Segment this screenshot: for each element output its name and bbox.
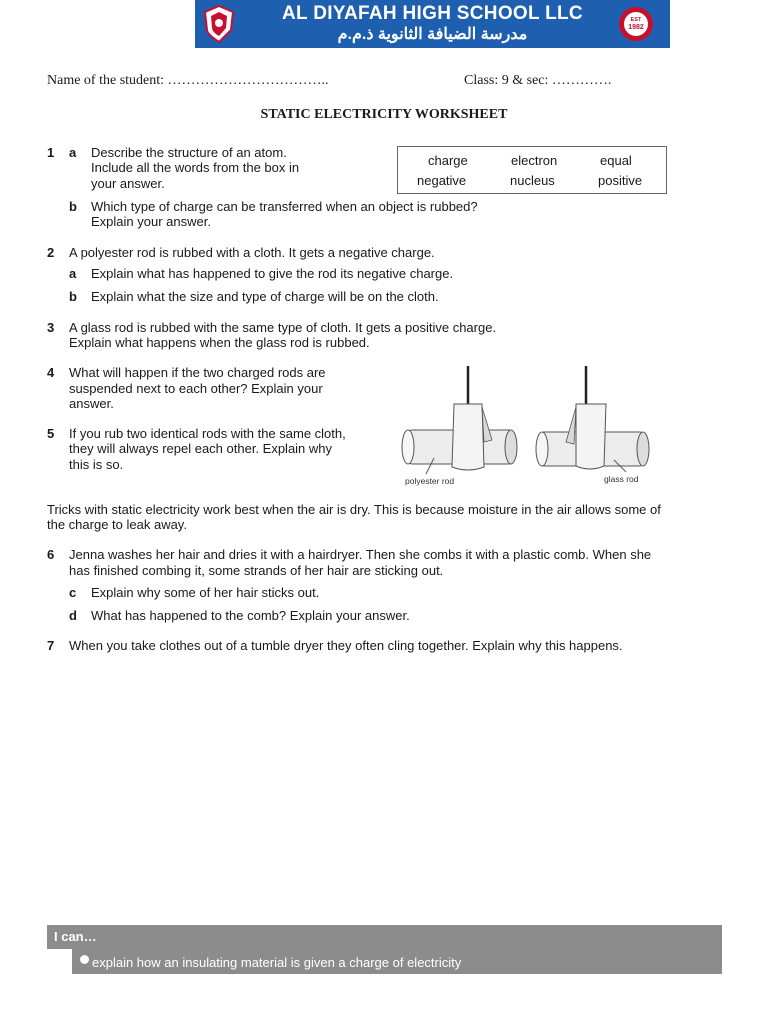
question-number: 1 <box>47 145 55 160</box>
word-box-item: positive <box>598 173 643 188</box>
q1a-line-3: your answer. <box>91 176 165 191</box>
word-box <box>397 146 667 194</box>
part-label: c <box>69 585 77 600</box>
q1b-line-1: Which type of charge can be transferred when an object is rubbed? <box>91 199 478 214</box>
q6-line-2: has finished combing it, some strands of her hair are sticking out. <box>69 563 444 578</box>
q2b-text: Explain what the size and type of charge will be on the cloth. <box>91 289 439 304</box>
q3-line-1: A glass rod is rubbed with the same type of cloth. It gets a positive charge. <box>69 320 497 335</box>
q6d-text: What has happened to the comb? Explain your answer. <box>91 608 410 623</box>
student-name-line: Name of the student: …………………………….. <box>47 73 329 88</box>
q4-line-3: answer. <box>69 396 114 411</box>
word-box-item: negative <box>417 173 467 188</box>
tricks-line-2: the charge to leak away. <box>47 517 187 532</box>
i-can-heading: I can… <box>54 929 97 944</box>
question-number: 4 <box>47 365 55 380</box>
q2a-text: Explain what has happened to give the rod its negative charge. <box>91 266 454 281</box>
school-name-english: AL DIYAFAH HIGH SCHOOL LLC <box>282 3 583 24</box>
q5-line-1: If you rub two identical rods with the same cloth, <box>69 426 346 441</box>
est-seal-icon <box>616 5 656 43</box>
q3-line-2: Explain what happens when the glass rod is rubbed. <box>69 335 370 350</box>
q5-line-3: this is so. <box>69 457 124 472</box>
word-box-item: electron <box>511 153 558 168</box>
q1a-line-1: Describe the structure of an atom. <box>91 145 287 160</box>
q1a-line-2: Include all the words from the box in <box>91 160 300 175</box>
q4-line-1: What will happen if the two charged rods are <box>69 365 326 380</box>
i-can-item-text: explain how an insulating material is given a charge of electricity <box>92 955 462 970</box>
polyester-rod-drawing <box>402 366 517 486</box>
glass-rod-label: glass rod <box>604 474 639 484</box>
question-number: 7 <box>47 638 55 653</box>
est-label: EST <box>630 17 642 23</box>
tricks-line-1: Tricks with static electricity work best when the air is dry. This is because moisture in the air allows some of <box>47 502 661 517</box>
part-label: a <box>69 266 77 281</box>
polyester-rod-label: polyester rod <box>405 476 455 486</box>
question-number: 3 <box>47 320 55 335</box>
est-year: 1982 <box>628 24 644 31</box>
q1b-line-2: Explain your answer. <box>91 214 211 229</box>
charged-rods-diagram <box>400 362 652 490</box>
question-number: 6 <box>47 547 55 562</box>
class-line: Class: 9 & sec: …………. <box>464 73 612 88</box>
glass-rod-drawing <box>536 366 649 484</box>
i-can-item <box>72 949 722 974</box>
part-label: b <box>69 199 77 214</box>
i-can-heading-bar <box>47 925 722 949</box>
bullet-icon <box>80 955 89 964</box>
question-number: 2 <box>47 245 55 260</box>
q5-line-2: they will always repel each other. Explain why <box>69 441 333 456</box>
word-box-item: charge <box>428 153 468 168</box>
part-label: d <box>69 608 77 623</box>
school-banner <box>195 0 670 48</box>
q2-text: A polyester rod is rubbed with a cloth. It gets a negative charge. <box>69 245 435 260</box>
part-label: b <box>69 289 77 304</box>
worksheet-title: STATIC ELECTRICITY WORKSHEET <box>260 107 508 122</box>
q6c-text: Explain why some of her hair sticks out. <box>91 585 320 600</box>
word-box-item: nucleus <box>510 173 555 188</box>
word-box-item: equal <box>600 153 632 168</box>
school-name-arabic: مدرسة الضيافة الثانوية ذ.م.م <box>337 26 528 43</box>
q7-text: When you take clothes out of a tumble dryer they often cling together. Explain why this happens. <box>69 638 623 653</box>
q6-line-1: Jenna washes her hair and dries it with a hairdryer. Then she combs it with a plastic comb. When she <box>69 547 652 562</box>
question-number: 5 <box>47 426 55 441</box>
q4-line-2: suspended next to each other? Explain your <box>69 381 323 396</box>
part-label: a <box>69 145 77 160</box>
